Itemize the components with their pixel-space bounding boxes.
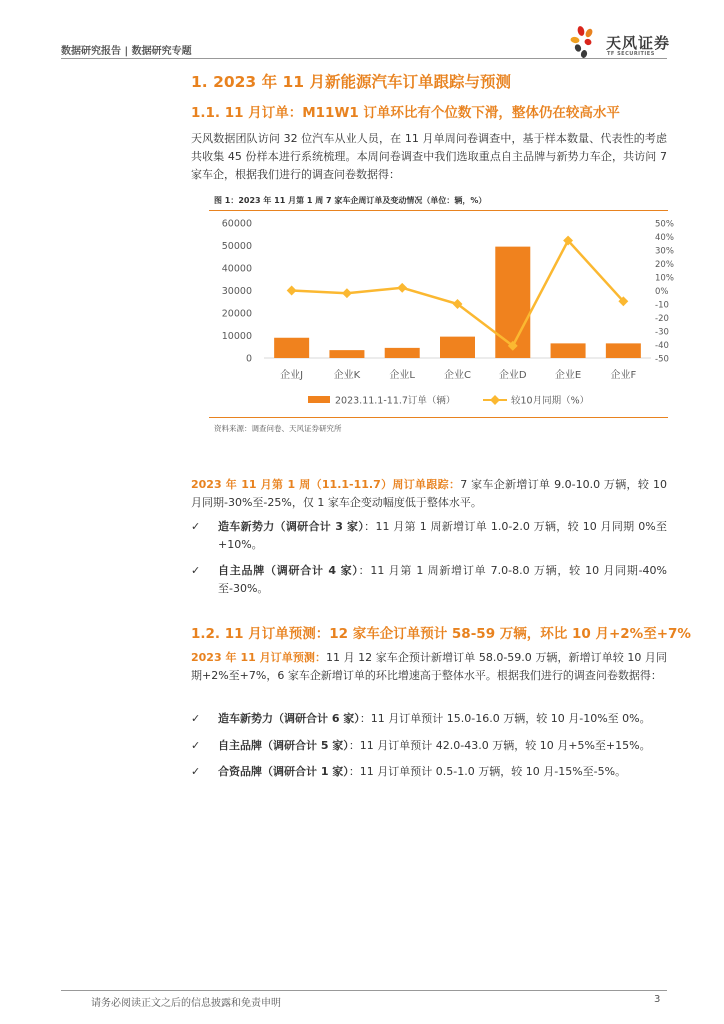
- checkmark-icon: ✓: [191, 765, 201, 778]
- week1-paragraph: [191, 476, 667, 512]
- bullet-label: 造车新势力（调研合计 3 家）: [218, 520, 365, 533]
- y-tick-label: 40000: [221, 263, 252, 275]
- y2-tick-label: 50%: [655, 219, 674, 230]
- y-tick-label: 60000: [221, 218, 252, 230]
- section-1-heading: 1. 2023 年 11 月新能源汽车订单跟踪与预测: [191, 73, 511, 91]
- bullet-text: ：11 月第 1 周新增订单 7.0-8.0 万辆，较 10 月同期-40%至-30%。: [218, 564, 668, 595]
- y2-tick-label: 20%: [655, 260, 674, 270]
- bar-1: [274, 338, 309, 358]
- orders-chart: [209, 212, 674, 415]
- bullet-label: 造车新势力（调研合计 6 家）: [218, 712, 360, 725]
- checkmark-icon: ✓: [191, 712, 201, 725]
- category-label: 企业D: [498, 370, 527, 381]
- chart-caption: 图 1：2023 年 11 月第 1 周 7 家车企周订单及变动情况（单位：辆，%）: [214, 196, 487, 205]
- yoy-point-2: [342, 288, 352, 298]
- y-tick-label: 50000: [221, 241, 252, 252]
- y2-tick-label: 40%: [655, 233, 674, 243]
- category-label: 企业E: [554, 370, 582, 381]
- checkmark-icon: ✓: [191, 739, 201, 752]
- y2-tick-label: 10%: [655, 273, 674, 284]
- chart-top-rule: [209, 210, 668, 211]
- category-label: 企业L: [389, 370, 416, 381]
- y2-tick-label: 0%: [655, 287, 669, 297]
- section-1-1-heading: 1.1. 11 月订单：M11W1 订单环比有个位数下滑，整体仍在较高水平: [191, 105, 620, 121]
- checkmark-icon: ✓: [191, 520, 201, 533]
- section-1-1-intro: 天风数据团队访问 32 位汽车从业人员，在 11 月单周问卷调查中，基于样本数量、代表性的考虑共收集 45 份样本进行系统梳理。本周问卷调查中我们选取重点自主品牌与新势力车企，共访问 7 家车企，根据我们进行的调查问卷数据得：: [191, 132, 667, 181]
- y-tick-label: 30000: [221, 286, 252, 297]
- legend-bar-label: 2023.11.1-11.7订单（辆）: [335, 395, 456, 407]
- y2-tick-label: -30: [655, 327, 669, 338]
- y-tick-label: 0: [245, 353, 252, 365]
- week1-body: 7 家车企新增订单 9.0-10.0 万辆，较 10 月同期-30%至-25%，仅 1 家车企变动幅度低于整体水平。: [191, 478, 667, 509]
- section-1-2-heading: 1.2. 11 月订单预测：12 家车企订单预计 58-59 万辆，环比 10 月+2%至+7%: [191, 626, 691, 642]
- section-1-2-lead: 2023 年 11 月订单预测：: [191, 651, 327, 664]
- y2-tick-label: -10: [655, 300, 669, 311]
- bar-3: [385, 348, 420, 358]
- y-tick-label: 10000: [221, 331, 252, 342]
- logo-wordmark: 天风证券: [606, 34, 671, 52]
- bullet-text: ：11 月订单预计 0.5-1.0 万辆，较 10 月-15%至-5%。: [348, 765, 627, 778]
- bar-4: [440, 337, 475, 358]
- bar-6: [551, 343, 586, 358]
- category-label: 企业K: [333, 370, 361, 381]
- yoy-point-3: [397, 283, 407, 293]
- bullet-label: 自主品牌（调研合计 5 家）: [218, 739, 349, 752]
- yoy-line: [292, 241, 624, 346]
- logo-subtitle: TF SECURITIES: [607, 51, 655, 57]
- legend-bar-swatch: [308, 396, 330, 403]
- bar-7: [606, 343, 641, 358]
- report-breadcrumb: 数据研究报告 | 数据研究专题: [61, 46, 192, 57]
- checkmark-icon: ✓: [191, 564, 201, 577]
- bullet-text: ：11 月订单预计 42.0-43.0 万辆，较 10 月+5%至+15%。: [348, 739, 651, 752]
- y-tick-label: 20000: [221, 308, 252, 320]
- y2-tick-label: -40: [655, 341, 669, 351]
- section-1-2-paragraph: [191, 649, 667, 685]
- footer-divider: [61, 990, 667, 991]
- category-label: 企业J: [280, 370, 304, 381]
- yoy-point-1: [287, 286, 297, 296]
- bullet-text: ：11 月订单预计 15.0-16.0 万辆，较 10 月-10%至 0%。: [359, 712, 651, 725]
- bar-2: [329, 350, 364, 358]
- category-label: 企业C: [444, 370, 471, 381]
- category-label: 企业F: [610, 370, 637, 381]
- chart-bottom-rule: [209, 417, 668, 418]
- y2-tick-label: -20: [655, 314, 669, 324]
- company-logo: [569, 24, 679, 62]
- y2-tick-label: 30%: [655, 246, 674, 257]
- page-number: 3: [654, 994, 661, 1005]
- legend-line-marker: [490, 395, 500, 405]
- footer-disclaimer: 请务必阅读正文之后的信息披露和免责申明: [91, 998, 281, 1009]
- bullet-label: 自主品牌（调研合计 4 家）: [218, 564, 359, 577]
- week1-lead: 2023 年 11 月第 1 周（11.1-11.7）周订单跟踪：: [191, 478, 461, 491]
- legend-line-label: 较10月同期（%）: [511, 395, 590, 407]
- chart-source-note: 资料来源：调查问卷、天风证券研究所: [214, 424, 342, 433]
- section-1-2-body: 11 月 12 家车企预计新增订单 58.0-59.0 万辆，新增订单较 10 月同期+2%至+7%，6 家车企新增订单的环比增速高于整体水平。根据我们进行的调查问卷数据得：: [191, 651, 667, 682]
- bullet-text: ：11 月第 1 周新增订单 1.0-2.0 万辆，较 10 月同期 0%至+10%。: [218, 520, 668, 551]
- flower-logo-icon: [569, 24, 605, 60]
- y2-tick-label: -50: [655, 354, 669, 365]
- bullet-label: 合资品牌（调研合计 1 家）: [218, 765, 349, 778]
